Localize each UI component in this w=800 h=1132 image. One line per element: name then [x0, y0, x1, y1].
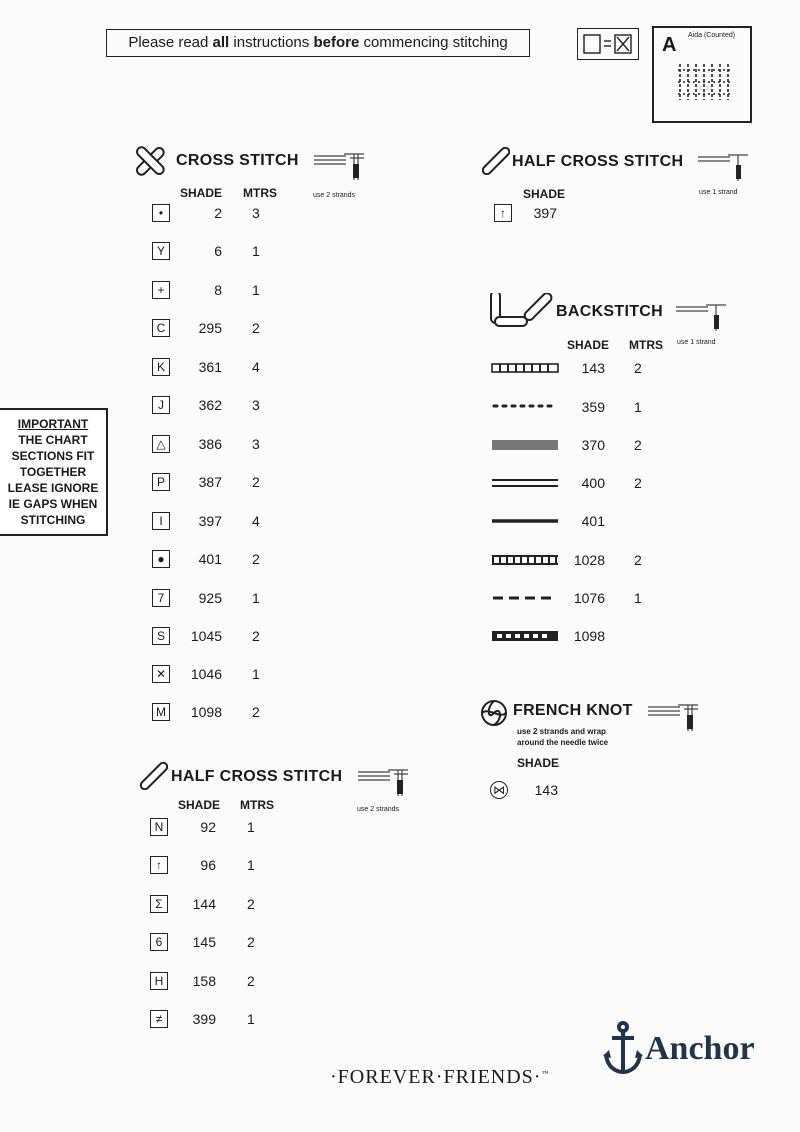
fabric-label: Aida (Counted) [688, 32, 736, 39]
stitch-symbol: 7 [152, 589, 170, 607]
instructions-notice [106, 29, 530, 57]
metres-value: 1 [252, 243, 260, 259]
notice-bold-all: all [212, 34, 230, 51]
shade-number: 401 [581, 513, 605, 529]
metres-value: 3 [252, 397, 260, 413]
metres-value: 1 [252, 590, 260, 606]
backstitch-icon [489, 293, 553, 336]
half-cross-title-left: HALF CROSS STITCH [171, 768, 343, 785]
metres-value: 1 [247, 857, 255, 873]
shade-number: 401 [198, 551, 222, 567]
metres-value: 2 [252, 628, 260, 644]
stitch-symbol: • [152, 204, 170, 222]
shade-header: SHADE [178, 798, 221, 812]
shade-number: 361 [198, 359, 222, 375]
stitch-symbol: J [152, 396, 170, 414]
forever-friends-logo [330, 1066, 549, 1089]
stitch-symbol: ✕ [152, 665, 170, 683]
shade-number: 399 [192, 1011, 216, 1027]
thread-strands-icon [648, 703, 700, 740]
metres-value: 2 [252, 551, 260, 567]
important-note [0, 408, 108, 536]
shade-header: SHADE [567, 338, 610, 352]
key-row [150, 818, 168, 836]
anchor-icon [603, 1020, 643, 1076]
metres-value: 2 [247, 934, 255, 950]
french-knot-note [517, 726, 608, 748]
half-cross-title-right: HALF CROSS STITCH [512, 153, 684, 170]
shade-number: 1076 [573, 590, 605, 606]
important-line: STITCHING [20, 513, 86, 527]
metres-value: 2 [252, 320, 260, 336]
shade-number: 96 [200, 857, 216, 873]
important-line: THE CHART [18, 433, 88, 447]
notice-text-mid: instructions [229, 34, 314, 51]
shade-number: 386 [198, 436, 222, 452]
backstitch-strands: use 1 strand [677, 339, 716, 346]
key-row [150, 856, 168, 874]
aida-weave-icon [676, 62, 734, 102]
shade-number: 2 [214, 205, 222, 221]
metres-value: 2 [634, 360, 642, 376]
key-row [494, 204, 512, 222]
stitch-symbol: ↑ [494, 204, 512, 222]
thread-strands-icon [676, 303, 728, 340]
metres-value: 1 [634, 590, 642, 606]
cross-stitch-title: CROSS STITCH [176, 152, 299, 169]
french-knot-title: FRENCH KNOT [513, 702, 633, 719]
metres-value: 1 [247, 819, 255, 835]
shade-header: SHADE [180, 186, 223, 200]
half-cross-left-strands: use 2 strands [357, 806, 400, 813]
shade-header: SHADE [523, 187, 566, 201]
stitch-symbol: ⋈ [490, 781, 508, 799]
stitch-symbol: K [152, 358, 170, 376]
shade-number: 362 [198, 397, 222, 413]
key-row [150, 933, 168, 951]
metres-value: 2 [247, 896, 255, 912]
stitch-symbol: ≠ [150, 1010, 168, 1028]
key-row [152, 242, 170, 260]
key-row [490, 781, 508, 799]
double-line-icon [491, 477, 559, 489]
notice-text-pre: Please read [128, 34, 213, 51]
metres-value: 2 [634, 475, 642, 491]
beaded-line-icon [491, 362, 559, 374]
shade-header: SHADE [517, 756, 560, 770]
key-row [152, 627, 170, 645]
key-row [152, 473, 170, 491]
key-row [152, 435, 170, 453]
shade-number: 158 [192, 973, 216, 989]
stitch-symbol: M [152, 703, 170, 721]
shade-number: 145 [192, 934, 216, 950]
notice-bold-before: before [313, 34, 360, 51]
half-cross-stitch-icon [482, 147, 510, 180]
cross-stitch-strands: use 2 strands [313, 192, 356, 199]
key-row [152, 204, 170, 222]
key-row [152, 358, 170, 376]
shade-number: 295 [198, 320, 222, 336]
stitch-symbol: Σ [150, 895, 168, 913]
thread-strands-icon [698, 153, 750, 190]
key-row [152, 550, 170, 568]
shade-number: 1098 [190, 704, 222, 720]
thread-strands-icon [358, 768, 410, 805]
stitch-symbol: + [152, 281, 170, 299]
anchor-wordmark: Anchor [645, 1030, 755, 1067]
key-row [152, 589, 170, 607]
dashed-line-icon [491, 594, 559, 602]
shade-number: 143 [534, 782, 558, 798]
half-cross-stitch-icon [140, 762, 168, 795]
shade-number: 1028 [573, 552, 605, 568]
key-row [152, 703, 170, 721]
thread-strands-icon [314, 152, 366, 189]
shade-number: 1098 [573, 628, 605, 644]
metres-value: 4 [252, 513, 260, 529]
symbol-equals-icon [577, 28, 639, 60]
grey-solid-line-icon [491, 437, 559, 453]
french-knot-note-line1: use 2 strands and wrap [517, 727, 606, 736]
important-line: IE GAPS WHEN [8, 497, 98, 511]
key-row [150, 972, 168, 990]
shade-number: 397 [198, 513, 222, 529]
key-row [152, 319, 170, 337]
chart-letter: A [662, 34, 677, 56]
metres-value: 3 [252, 436, 260, 452]
ladder-line-icon [491, 554, 559, 566]
fabric-aida-box [652, 26, 752, 123]
french-knot-note-line2: around the needle twice [517, 738, 609, 747]
shade-number: 397 [533, 205, 557, 221]
backstitch-title: BACKSTITCH [556, 303, 663, 320]
mtrs-header: MTRS [243, 186, 277, 200]
block-line-icon [491, 630, 559, 642]
metres-value: 2 [634, 552, 642, 568]
cross-stitch-icon [135, 146, 165, 181]
mtrs-header: MTRS [629, 338, 663, 352]
stitch-symbol: C [152, 319, 170, 337]
shade-number: 143 [581, 360, 605, 376]
trademark-mark: ™ [541, 1069, 550, 1078]
metres-value: 3 [252, 205, 260, 221]
key-row [152, 512, 170, 530]
mtrs-header: MTRS [240, 798, 274, 812]
stitch-symbol: S [152, 627, 170, 645]
metres-value: 1 [252, 282, 260, 298]
stitch-symbol: I [152, 512, 170, 530]
stitch-symbol: H [150, 972, 168, 990]
metres-value: 4 [252, 359, 260, 375]
important-heading: IMPORTANT [17, 417, 89, 431]
important-line: SECTIONS FIT [11, 449, 95, 463]
forever-friends-text: ·FOREVER·FRIENDS· [330, 1066, 542, 1088]
metres-value: 2 [252, 474, 260, 490]
stitch-symbol: 6 [150, 933, 168, 951]
shade-number: 144 [192, 896, 216, 912]
key-row [152, 396, 170, 414]
stitch-symbol: ● [152, 550, 170, 568]
shade-number: 92 [200, 819, 216, 835]
shade-number: 359 [581, 399, 605, 415]
metres-value: 2 [252, 704, 260, 720]
shade-number: 6 [214, 243, 222, 259]
metres-value: 1 [247, 1011, 255, 1027]
shade-number: 8 [214, 282, 222, 298]
metres-value: 2 [247, 973, 255, 989]
shade-number: 387 [198, 474, 222, 490]
shade-number: 1045 [190, 628, 222, 644]
metres-value: 2 [634, 437, 642, 453]
important-line: TOGETHER [19, 465, 87, 479]
key-row [150, 895, 168, 913]
stitch-symbol: Y [152, 242, 170, 260]
notice-text-post: commencing stitching [359, 34, 508, 51]
solid-line-icon [491, 517, 559, 525]
french-knot-icon [479, 698, 509, 733]
shade-number: 1046 [190, 666, 222, 682]
dotted-line-icon [491, 402, 559, 410]
shade-number: 925 [198, 590, 222, 606]
shade-number: 400 [581, 475, 605, 491]
shade-number: 370 [581, 437, 605, 453]
key-row [152, 665, 170, 683]
half-cross-right-strands: use 1 strand [699, 189, 738, 196]
important-line: LEASE IGNORE [7, 481, 99, 495]
stitch-symbol: P [152, 473, 170, 491]
stitch-symbol: N [150, 818, 168, 836]
metres-value: 1 [252, 666, 260, 682]
key-row [152, 281, 170, 299]
stitch-symbol: ↑ [150, 856, 168, 874]
stitch-symbol: △ [152, 435, 170, 453]
metres-value: 1 [634, 399, 642, 415]
key-row [150, 1010, 168, 1028]
